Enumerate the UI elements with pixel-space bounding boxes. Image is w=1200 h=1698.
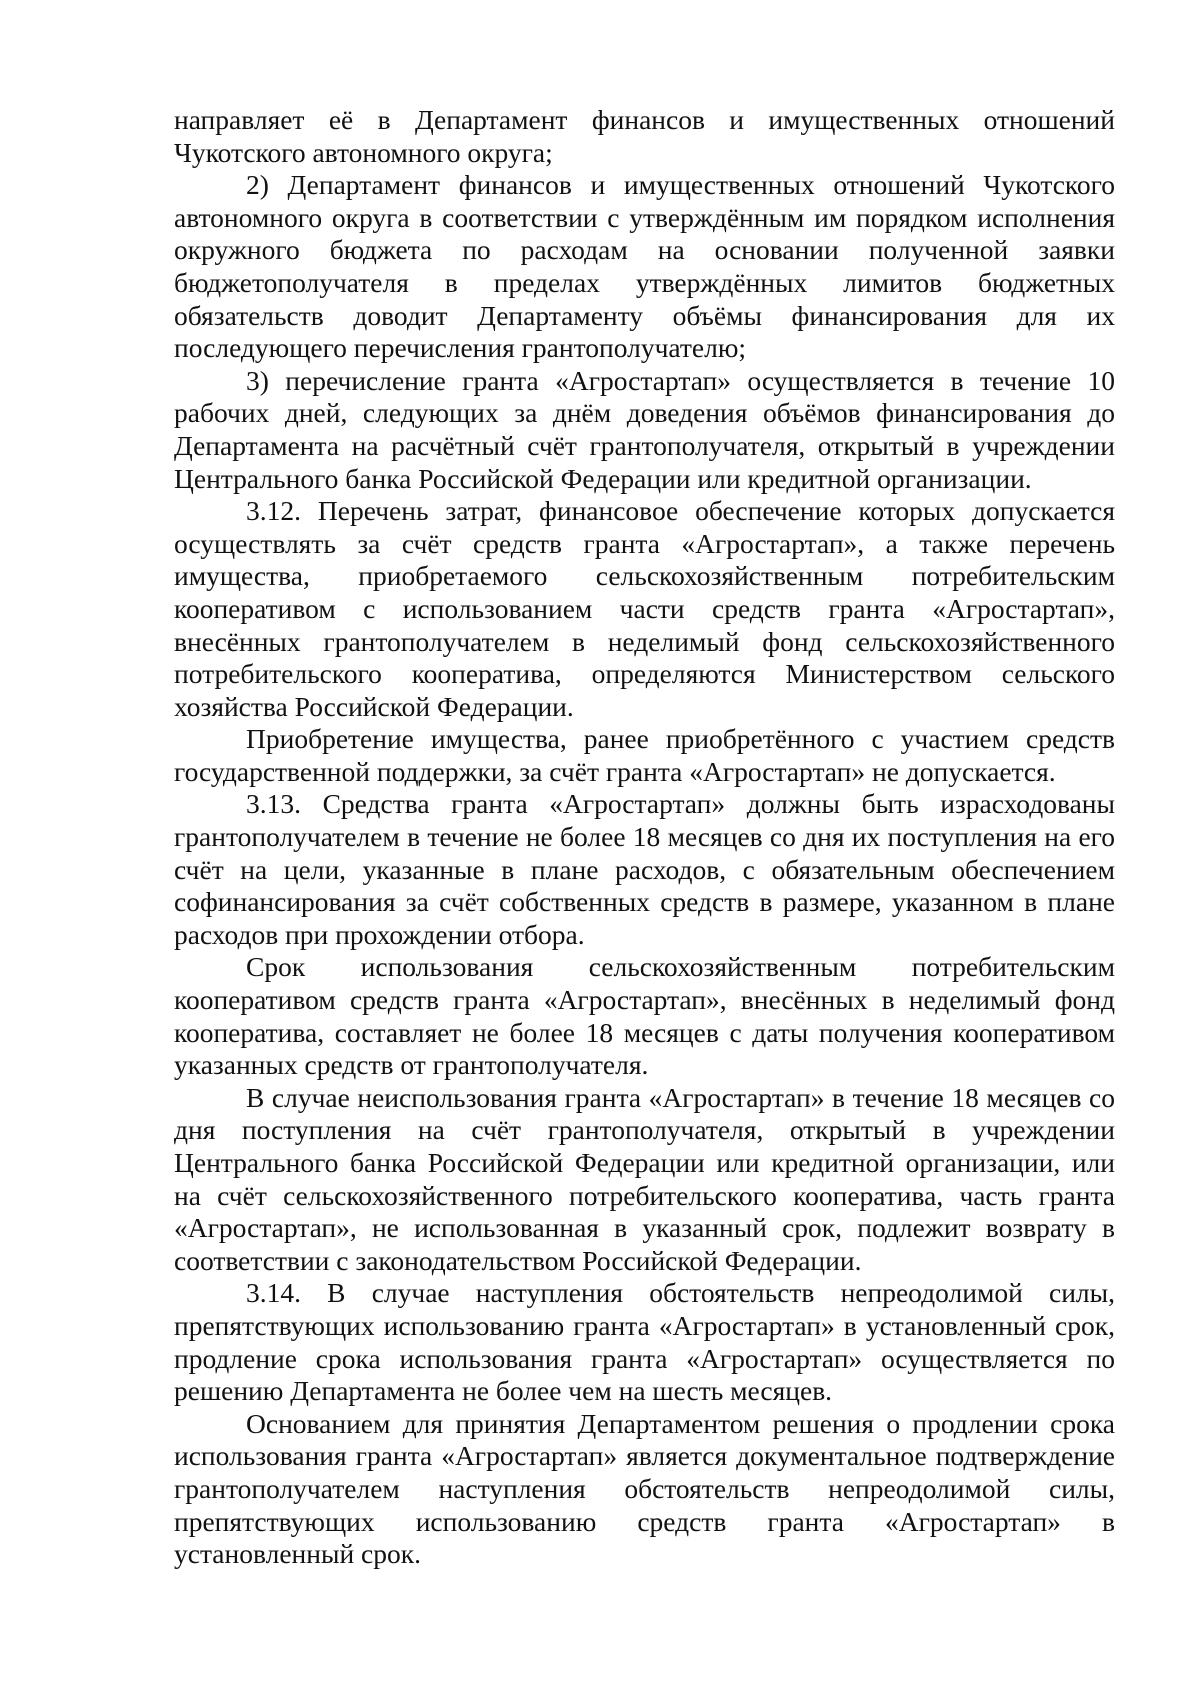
paragraph-item-3: 3) перечисление гранта «Агростартап» осуществляется в течение 10 рабочих дней, следующих за днём доведения объёмов финансирования до Департамента на расчётный счёт грантополучателя, открытый в учреждении Центрального банка Российской Федерации или кредитной организации. <box>174 364 1115 494</box>
paragraph-item-2: 2) Департамент финансов и имущественных отношений Чукотского автономного округа в соответствии с утверждённым им порядком исполнения окружного бюджета по расходам на основании полученной заявки бюджетополучателя в пределах утверждённых лимитов бюджетных обязательств доводит Департаменту объёмы финансирования для их последующего перечисления грантополучателю; <box>174 169 1115 364</box>
paragraph-3-14: 3.14. В случае наступления обстоятельств непреодолимой силы, препятствующих использованию гранта «Агростартап» в установленный срок, продление срока использования гранта «Агростартап» осуществляется по решению Департамента не более чем на шесть месяцев. <box>174 1277 1115 1407</box>
paragraph-3-12: 3.12. Перечень затрат, финансовое обеспечение которых допускается осуществлять за счёт средств гранта «Агростартап», а также перечень имущества, приобретаемого сельскохозяйственным потребительским кооперативом с использованием части средств гранта «Агростартап», внесённых грантополучателем в неделимый фонд сельскохозяйственного потребительского кооператива, определяются Министерством сельского хозяйства Российской Федерации. <box>174 495 1115 722</box>
paragraph-property-acquisition: Приобретение имущества, ранее приобретённого с участием средств государственной поддержки, за счёт гранта «Агростартап» не допускается. <box>174 723 1115 787</box>
paragraph-continuation: направляет её в Департамент финансов и имущественных отношений Чукотского автономного округа; <box>174 104 1115 168</box>
paragraph-cooperative-term: Срок использования сельскохозяйственным потребительским кооперативом средств гранта «Агростартап», внесённых в неделимый фонд кооператива, составляет не более 18 месяцев с даты получения кооперативом указанных средств от грантополучателя. <box>174 951 1115 1081</box>
paragraph-3-13: 3.13. Средства гранта «Агростартап» должны быть израсходованы грантополучателем в течение не более 18 месяцев со дня их поступления на его счёт на цели, указанные в плане расходов, с обязательным обеспечением софинансирования за счёт собственных средств в размере, указанном в плане расходов при прохождении отбора. <box>174 788 1115 950</box>
paragraph-extension-basis: Основанием для принятия Департаментом решения о продлении срока использования гранта «Агростартап» является документальное подтверждение грантополучателем наступления обстоятельств непреодолимой силы, препятствующих использованию средств гранта «Агростартап» в установленный срок. <box>174 1407 1115 1570</box>
paragraph-unused-grant-return: В случае неиспользования гранта «Агростартап» в течение 18 месяцев со дня поступления на счёт грантополучателя, открытый в учреждении Центрального банка Российской Федерации или кредитной организации, или на счёт сельскохозяйственного потребительского кооператива, часть гранта «Агростартап», не использованная в указанный срок, подлежит возврату в соответствии с законодательством Российской Федерации. <box>174 1081 1115 1276</box>
